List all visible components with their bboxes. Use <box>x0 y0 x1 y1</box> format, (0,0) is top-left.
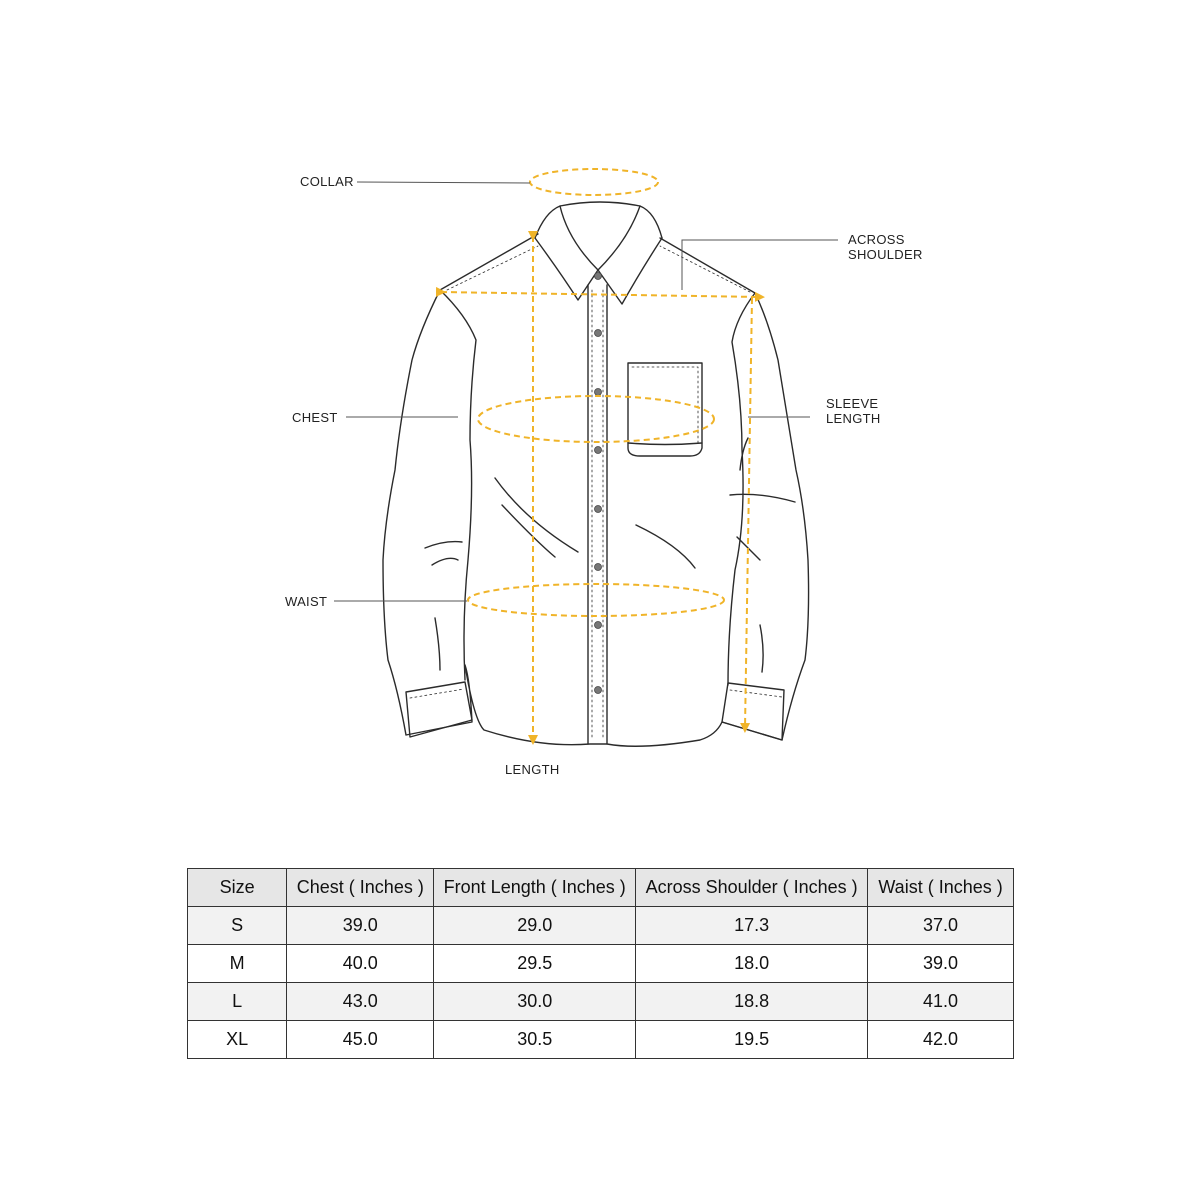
size-chart-table <box>187 868 1014 1059</box>
cell-chest: 40.0 <box>287 945 434 983</box>
collar-measure-ellipse <box>530 169 658 195</box>
table-row <box>188 1021 1014 1059</box>
sleeve-length-label: SLEEVE LENGTH <box>826 396 881 426</box>
measurement-guides <box>441 169 760 740</box>
chest-measure-ellipse <box>478 396 714 442</box>
shirt-outline <box>383 202 809 746</box>
table-header-row <box>188 869 1014 907</box>
cell-chest: 45.0 <box>287 1021 434 1059</box>
header-front-length: Front Length ( Inches ) <box>434 869 636 907</box>
cell-across-shoulder: 18.0 <box>636 945 868 983</box>
cell-front-length: 30.5 <box>434 1021 636 1059</box>
cell-across-shoulder: 18.8 <box>636 983 868 1021</box>
table-row <box>188 945 1014 983</box>
across-shoulder-label: ACROSS SHOULDER <box>848 232 923 262</box>
cell-chest: 43.0 <box>287 983 434 1021</box>
leader-lines <box>334 182 838 601</box>
table-row <box>188 907 1014 945</box>
header-size: Size <box>188 869 287 907</box>
cell-size: L <box>188 983 287 1021</box>
cell-size: S <box>188 907 287 945</box>
cell-waist: 39.0 <box>868 945 1014 983</box>
cell-across-shoulder: 17.3 <box>636 907 868 945</box>
shirt-buttons <box>595 273 602 694</box>
cell-front-length: 30.0 <box>434 983 636 1021</box>
waist-label: WAIST <box>285 594 328 609</box>
cell-size: XL <box>188 1021 287 1059</box>
cell-chest: 39.0 <box>287 907 434 945</box>
cell-front-length: 29.0 <box>434 907 636 945</box>
cell-front-length: 29.5 <box>434 945 636 983</box>
collar-label: COLLAR <box>300 174 354 189</box>
cell-waist: 42.0 <box>868 1021 1014 1059</box>
length-label: LENGTH <box>505 762 560 777</box>
table-row <box>188 983 1014 1021</box>
sleeve-measure-line <box>745 298 752 728</box>
cell-across-shoulder: 19.5 <box>636 1021 868 1059</box>
header-chest: Chest ( Inches ) <box>287 869 434 907</box>
header-across-shoulder: Across Shoulder ( Inches ) <box>636 869 868 907</box>
cell-size: M <box>188 945 287 983</box>
waist-measure-ellipse <box>468 584 724 616</box>
chest-label: CHEST <box>292 410 338 425</box>
cell-waist: 41.0 <box>868 983 1014 1021</box>
shoulder-measure-line <box>441 292 760 297</box>
cell-waist: 37.0 <box>868 907 1014 945</box>
header-waist: Waist ( Inches ) <box>868 869 1014 907</box>
